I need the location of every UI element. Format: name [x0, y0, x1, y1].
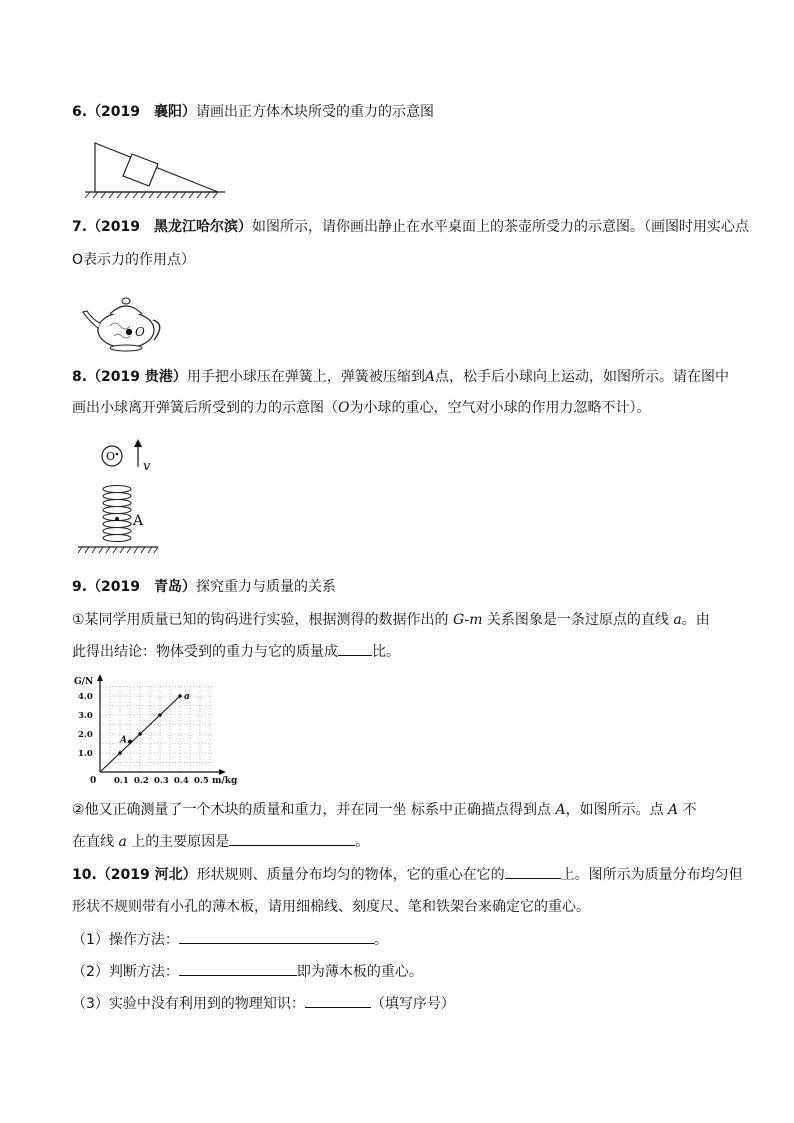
- origin-label: 0: [90, 776, 97, 786]
- q9-point-A2: A: [668, 802, 679, 818]
- q9-p3a: ②他又正确测量了一个木块的质量和重力，并在同一坐 标系中正确描点得到点: [72, 802, 551, 818]
- q9-gm: G-m: [453, 612, 483, 628]
- q8-line1: [72, 367, 729, 387]
- q9-title: 探究重力与质量的关系: [196, 579, 337, 595]
- q9-line2: [72, 610, 710, 630]
- x-axis-label: m/kg: [212, 776, 238, 786]
- series-point: [178, 694, 182, 698]
- q7-text2: O表示力的作用点）: [72, 252, 196, 268]
- q9-blank-1[interactable]: [338, 641, 372, 656]
- teapot-body: [98, 312, 154, 348]
- velocity-arrow-head: [134, 439, 142, 447]
- y-tick-label: 4.0: [78, 692, 93, 702]
- x-tick-label: 0.3: [154, 776, 169, 786]
- q10-line2: [72, 897, 590, 917]
- y-tick-label: 2.0: [78, 730, 93, 740]
- q7-number: 7.: [72, 219, 88, 235]
- ball-o-label: O: [106, 450, 116, 463]
- q9-p3c: 不: [682, 802, 697, 818]
- x-tick-label: 0.4: [174, 776, 189, 786]
- q10-s1b: 。: [373, 932, 388, 948]
- q6-text: 请画出正方体木块所受的重力的示意图: [196, 104, 435, 120]
- q10-s2b: 即为薄木板的重心。: [296, 964, 423, 980]
- series-point: [118, 751, 122, 755]
- series-label: a: [184, 692, 190, 702]
- x-axis-arrow: [219, 769, 226, 775]
- point-A: [128, 740, 132, 744]
- y-tick-label: 3.0: [78, 711, 93, 721]
- q9-p1c: 。由: [681, 612, 710, 628]
- q9-p2b: 比。: [372, 644, 400, 660]
- q8-text1b: 点，松手后小球向上运动，如图所示。请在图中: [435, 369, 730, 385]
- teapot-base: [110, 345, 142, 351]
- q7-text1: 如图所示，请你画出静止在水平桌面上的茶壶所受力的示意图。（画图时用实心点: [252, 219, 750, 235]
- q9-point-A: A: [555, 802, 566, 818]
- ground-hatch: [85, 192, 218, 198]
- teapot-center-dot: [126, 329, 132, 335]
- q10-s1a: （1）操作方法：: [72, 932, 179, 948]
- spring-a-label: A: [133, 513, 144, 529]
- q10-p1a: 形状规则、质量分布均匀的物体，它的重心在它的: [196, 867, 505, 883]
- wood-block: [123, 154, 158, 186]
- q9-blank-2[interactable]: [229, 831, 355, 846]
- teapot-knob: [122, 298, 130, 304]
- q10-p2: 形状不规则带有小孔的薄木板，请用细棉线、刻度尺、笔和铁架台来确定它的重心。: [72, 899, 590, 915]
- q10-line5: [72, 993, 455, 1014]
- teapot-spout: [83, 311, 100, 328]
- q9-line5: [72, 831, 369, 852]
- x-tick-label: 0.5: [194, 776, 209, 786]
- velocity-label: v: [143, 459, 151, 474]
- q10-line3: [72, 929, 388, 950]
- series-point: [158, 713, 162, 717]
- q10-blank-3[interactable]: [179, 961, 297, 976]
- spring-ground-hatch: [78, 547, 158, 553]
- q8-text1a: 用手把小球压在弹簧上，弹簧被压缩到: [186, 369, 425, 385]
- q9-line1: [72, 577, 336, 597]
- spring-point-a: [115, 517, 119, 521]
- q9-line-a: a: [673, 612, 682, 628]
- q6-incline-figure: [80, 135, 230, 200]
- y-axis-arrow: [97, 674, 103, 681]
- q10-line1: [72, 864, 743, 885]
- q8-line2: [72, 398, 650, 418]
- q10-p1b: 上。图所示为质量分布均匀但: [560, 867, 743, 883]
- q6-number: 6.: [72, 104, 88, 120]
- q6-source: （2019 襄阳）: [87, 104, 197, 120]
- x-tick-label: 0.2: [134, 776, 149, 786]
- q10-line4: [72, 961, 423, 982]
- x-tick-label: 0.1: [114, 776, 129, 786]
- q8-o-label: O: [338, 400, 350, 416]
- point-label: A: [120, 735, 127, 746]
- q7-line1: [72, 217, 749, 237]
- q9-line4: [72, 800, 697, 820]
- q9-p1a: ①某同学用质量已知的钩码进行实验，根据测得的数据作出的: [72, 612, 449, 628]
- q9-p3b: ，如图所示。点: [565, 802, 664, 818]
- q9-p4c: 。: [355, 834, 370, 850]
- q8-text2b: 为小球的重心，空气对小球的作用力忽略不计）。: [349, 400, 651, 416]
- q9-line3: [72, 641, 400, 662]
- q8-spring-figure: [72, 435, 172, 565]
- spring-coils: [103, 486, 131, 542]
- q8-source: （2019 贵港）: [87, 369, 187, 385]
- q9-number: 9.: [72, 579, 88, 595]
- q10-number: 10.: [72, 867, 97, 883]
- q9-p4b: 上的主要原因是: [131, 834, 230, 850]
- q10-blank-4[interactable]: [305, 993, 371, 1008]
- series-point: [138, 732, 142, 736]
- ball-center-dot: [116, 453, 119, 456]
- q8-point-a: A: [424, 369, 436, 385]
- q7-line2: [72, 250, 195, 270]
- teapot-o-label: O: [135, 325, 145, 339]
- q10-s2a: （2）判断方法：: [72, 964, 179, 980]
- q10-source: （2019 河北）: [96, 867, 197, 883]
- q10-s3b: （填写序号）: [370, 996, 455, 1012]
- q10-blank-1[interactable]: [505, 864, 561, 879]
- q7-teapot-figure: [80, 290, 170, 355]
- q10-s3a: （3）实验中没有利用到的物理知识：: [72, 996, 305, 1012]
- q7-source: （2019 黑龙江哈尔滨）: [87, 219, 253, 235]
- q9-p1b: 关系图象是一条过原点的直线: [486, 612, 669, 628]
- q9-chart: [70, 672, 240, 790]
- y-axis-label: G/N: [74, 677, 94, 687]
- y-tick-label: 1.0: [78, 749, 93, 759]
- q9-p4a: 在直线: [72, 834, 114, 850]
- q8-text2a: 画出小球离开弹簧后所受到的力的示意图（: [72, 400, 338, 416]
- q9-source: （2019 青岛）: [87, 579, 197, 595]
- teapot-lid: [110, 306, 142, 314]
- q6-line: [72, 102, 434, 122]
- q10-blank-2[interactable]: [179, 929, 374, 944]
- q9-line-a2: a: [118, 834, 127, 850]
- q9-p2a: 此得出结论：物体受到的重力与它的质量成: [72, 644, 338, 660]
- q8-number: 8.: [72, 369, 88, 385]
